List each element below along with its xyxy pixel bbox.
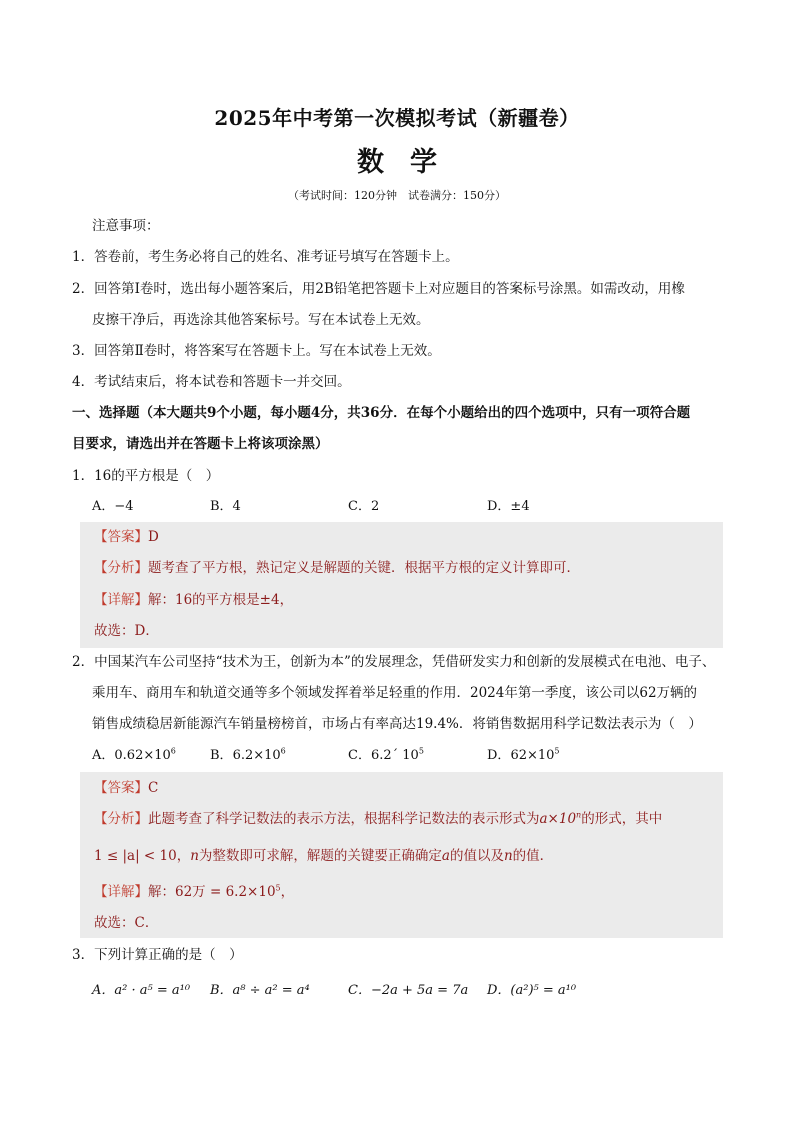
analysis-text: 的值以及 [449, 848, 504, 864]
option-base: 6.2×10 [232, 748, 281, 763]
detail-exp: 5 [275, 883, 281, 893]
note-item: 4．考试结束后，将本试卷和答题卡一并交回。 [72, 374, 351, 390]
note-item: 1．答卷前，考生务必将自己的姓名、准考证号填写在答题卡上。 [72, 249, 459, 265]
conclusion-line: 故选：D． [94, 623, 159, 639]
option-b: B．4 [210, 499, 241, 514]
option-exp: 6 [280, 746, 286, 756]
option-base: 62×10 [510, 748, 555, 763]
analysis-text: 的形式，其中 [581, 811, 663, 827]
option-a [92, 746, 176, 766]
answer-value: D [148, 529, 159, 545]
detail-line [94, 882, 294, 902]
detail-tag: 【详解】 [94, 592, 148, 608]
analysis-line [94, 846, 553, 866]
option-d [487, 746, 560, 766]
note-item: 3．回答第Ⅱ卷时，将答案写在答题卡上。写在本试卷上无效。 [72, 343, 441, 359]
answer-box [80, 522, 723, 648]
formula-exp: n [576, 810, 582, 820]
detail-text: 解：16的平方根是±4， [148, 592, 294, 608]
question-stem: 3．下列计算正确的是（ ） [72, 947, 243, 963]
option-label: D． [487, 748, 511, 763]
analysis-line [94, 558, 580, 578]
option-d: D．(a²)⁵ = a¹⁰ [487, 983, 577, 998]
answer-tag: 【答案】 [94, 780, 148, 796]
option-exp: 5 [418, 746, 424, 756]
detail-text: ， [280, 884, 295, 900]
formula: 1 ≤ |a| < 10， [94, 848, 191, 864]
question-stem: 2．中国某汽车公司坚持“技术为王，创新为本”的发展理念，凭借研发实力和创新的发展模式在电池、电子、 [72, 654, 716, 670]
option-a: A．a² · a⁵ = a¹⁰ [92, 983, 191, 998]
section-heading: 一、选择题（本大题共9个小题，每小题4分，共36分．在每个小题给出的四个选项中，只有一项符合题 [72, 405, 691, 421]
note-item: 2．回答第Ⅰ卷时，选出每小题答案后，用2B铅笔把答题卡上对应题目的答案标号涂黑。如需改动，用橡 [72, 281, 685, 297]
option-base: 6.2´ 10 [370, 748, 419, 763]
analysis-line [94, 809, 662, 829]
answer-tag: 【答案】 [94, 529, 148, 545]
question-stem: 销售成绩稳居新能源汽车销量榜榜首，市场占有率高达19.4%．将销售数据用科学记数法表示为（ ） [92, 716, 702, 732]
answer-line [94, 778, 158, 798]
option-c [348, 746, 424, 766]
analysis-text: 题考查了平方根，熟记定义是解题的关键．根据平方根的定义计算即可． [148, 560, 580, 576]
option-exp: 6 [170, 746, 176, 756]
analysis-text: 的值． [512, 848, 554, 864]
option-c: C．−2a + 5a = 7a [348, 983, 469, 998]
answer-value: C [148, 780, 159, 796]
option-b: B．a⁸ ÷ a² = a⁴ [210, 983, 310, 998]
option-c: C．2 [348, 499, 380, 514]
formula: a×10 [539, 811, 577, 827]
answer-line [94, 527, 159, 547]
option-base: 0.62×10 [114, 748, 171, 763]
analysis-tag: 【分析】 [94, 560, 148, 576]
option-a: A．−4 [92, 499, 134, 514]
option-exp: 5 [554, 746, 560, 756]
analysis-text: 此题考查了科学记数法的表示方法，根据科学记数法的表示形式为 [148, 811, 540, 827]
option-d: D．±4 [487, 499, 530, 514]
detail-text: 解：62万 = 6.2×10 [148, 884, 276, 900]
conclusion-line: 故选：C． [94, 915, 159, 931]
exam-meta: （考试时间：120分钟 试卷满分：150分） [288, 189, 506, 202]
option-label: C． [348, 748, 371, 763]
analysis-text: 为整数即可求解，解题的关键要正确确定 [198, 848, 442, 864]
formula: n [503, 848, 513, 864]
option-label: B． [210, 748, 233, 763]
detail-line [94, 590, 293, 610]
exam-title: 2025年中考第一次模拟考试（新疆卷） [214, 106, 580, 130]
note-item: 皮擦干净后，再选涂其他答案标号。写在本试卷上无效。 [92, 312, 430, 328]
exam-subject: 数学 [357, 147, 463, 178]
detail-tag: 【详解】 [94, 884, 148, 900]
option-b [210, 746, 286, 766]
section-heading: 目要求，请选出并在答题卡上将该项涂黑） [72, 436, 329, 452]
formula: a [441, 848, 450, 864]
option-label: A． [92, 748, 115, 763]
formula: n [190, 848, 199, 864]
analysis-tag: 【分析】 [94, 811, 148, 827]
notes-heading: 注意事项： [92, 218, 160, 234]
question-stem: 乘用车、商用车和轨道交通等多个领域发挥着举足轻重的作用．2024年第一季度，该公司以62万辆的 [92, 685, 698, 701]
question-stem: 1．16的平方根是（ ） [72, 468, 220, 484]
